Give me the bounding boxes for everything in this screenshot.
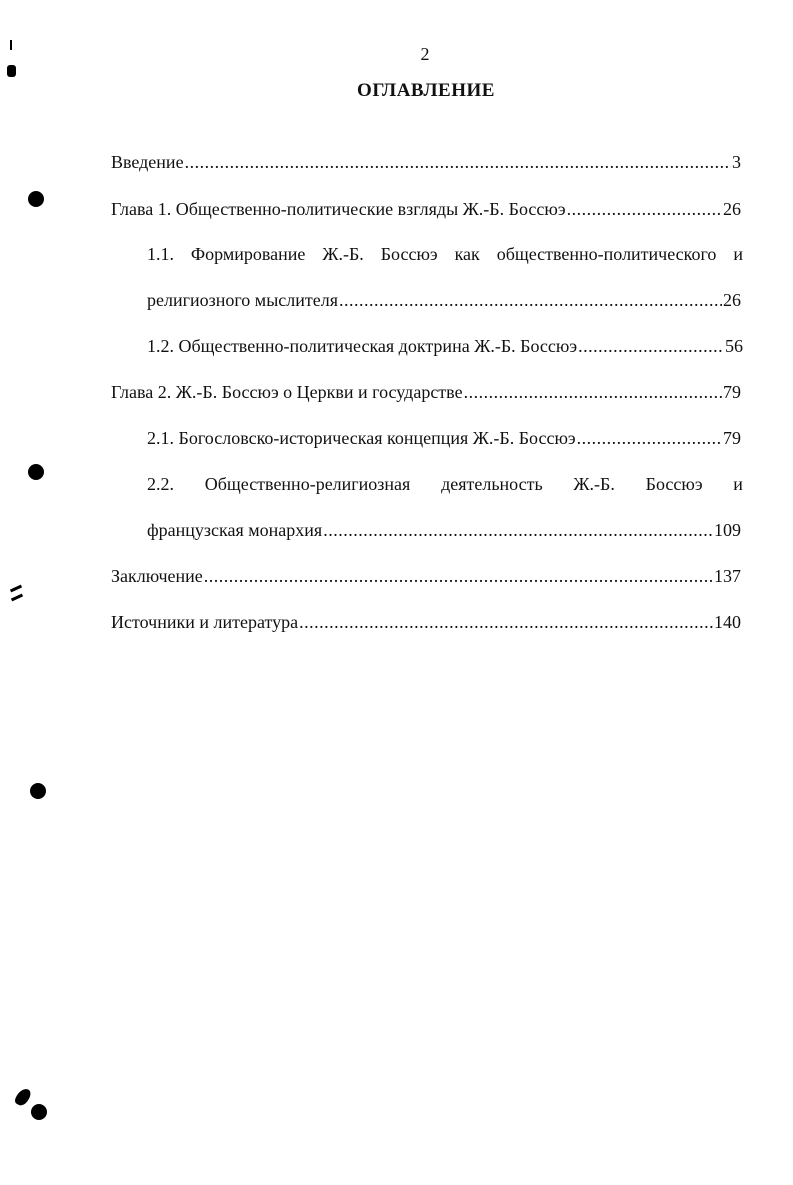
page-title: ОГЛАВЛЕНИЕ	[357, 80, 495, 101]
toc-label: Введение	[111, 152, 184, 172]
toc-page: 79	[723, 382, 741, 402]
leader-dots	[299, 610, 713, 634]
scan-speck	[10, 585, 22, 593]
leader-dots	[339, 288, 722, 312]
toc-label: 2.1. Богословско-историческая концепция Ж.-Б. Боссюэ	[147, 428, 576, 448]
page-number: 2	[420, 44, 430, 64]
toc-word: Общественно-религиозная	[204, 474, 411, 494]
leader-dots	[567, 197, 722, 221]
punch-hole	[30, 783, 46, 799]
toc-word: общественно-политического	[496, 244, 717, 264]
toc-page: 3	[732, 152, 741, 172]
toc-page: 79	[723, 428, 741, 448]
toc-entry-sources	[111, 610, 741, 634]
toc-word: Формирование	[190, 244, 306, 264]
toc-entry-1-1-line-2	[147, 288, 741, 312]
leader-dots	[464, 380, 722, 404]
toc-page: 26	[723, 290, 741, 310]
toc-page: 26	[723, 199, 741, 219]
toc-word: как	[454, 244, 480, 264]
toc-word: и	[733, 244, 743, 264]
leader-dots	[204, 564, 713, 588]
leader-dots	[578, 334, 724, 358]
toc-entry-2-2-line-1	[147, 472, 743, 496]
toc-word: Боссюэ	[645, 474, 703, 494]
toc-label: 1.2. Общественно-политическая доктрина Ж.-Б. Боссюэ	[147, 336, 578, 356]
toc-word: 1.1.	[147, 244, 174, 264]
toc-word: 2.2.	[147, 474, 174, 494]
toc-entry-intro	[111, 150, 741, 174]
toc-page: 56	[725, 336, 743, 356]
toc-label: Глава 1. Общественно-политические взгляды Ж.-Б. Боссюэ	[111, 199, 566, 219]
toc-label: французская монархия	[147, 520, 323, 540]
punch-hole	[31, 1104, 47, 1120]
toc-entry-1-1-line-1	[147, 242, 743, 266]
punch-hole	[28, 464, 44, 480]
toc-page: 140	[714, 612, 741, 632]
toc-entry-chapter-1	[111, 197, 741, 221]
toc-entry-1-2	[147, 334, 743, 358]
toc-word: Ж.-Б.	[322, 244, 364, 264]
toc-entry-conclusion	[111, 564, 741, 588]
toc-label: Источники и литература	[111, 612, 299, 632]
scan-speck	[13, 1086, 32, 1108]
scan-speck	[11, 594, 23, 602]
leader-dots	[185, 150, 731, 174]
toc-page: 109	[714, 520, 741, 540]
toc-label: Заключение	[111, 566, 203, 586]
toc-word: Ж.-Б.	[573, 474, 615, 494]
toc-entry-2-2-line-2	[147, 518, 741, 542]
toc-word: деятельность	[441, 474, 543, 494]
toc-entry-chapter-2	[111, 380, 741, 404]
leader-dots	[323, 518, 713, 542]
toc-label: Глава 2. Ж.-Б. Боссюэ о Церкви и государстве	[111, 382, 463, 402]
toc-entry-2-1	[147, 426, 741, 450]
punch-hole	[28, 191, 44, 207]
toc-page: 137	[714, 566, 741, 586]
scan-speck	[10, 40, 12, 50]
toc-label: религиозного мыслителя	[147, 290, 339, 310]
scan-speck	[7, 65, 16, 77]
toc-word: и	[733, 474, 743, 494]
leader-dots	[577, 426, 722, 450]
toc-word: Боссюэ	[380, 244, 438, 264]
